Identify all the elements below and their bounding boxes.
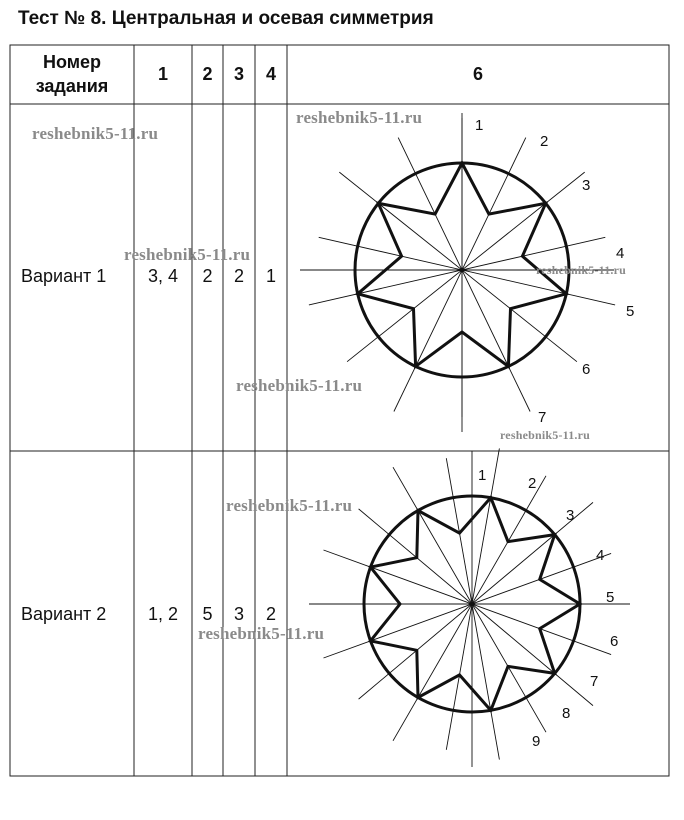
figure-2-center bbox=[470, 602, 474, 606]
watermark: reshebnik5-11.ru bbox=[32, 124, 159, 143]
header-col-6: 6 bbox=[472, 64, 483, 84]
symmetry-axis bbox=[324, 553, 615, 658]
row1-variant-label: Вариант 1 bbox=[21, 266, 107, 286]
axis-number-label: 5 bbox=[606, 589, 615, 606]
symmetry-axis bbox=[446, 458, 499, 759]
axis-number-label: 1 bbox=[478, 467, 487, 484]
axis-number-label: 6 bbox=[610, 633, 619, 650]
row1-answer-1: 3, 4 bbox=[147, 266, 179, 286]
header-col-1: 1 bbox=[157, 64, 168, 84]
header-col-2: 2 bbox=[202, 64, 213, 84]
axis-number-label: 4 bbox=[616, 245, 625, 262]
axis-number-label: 5 bbox=[626, 303, 635, 320]
symmetry-axis bbox=[393, 476, 546, 741]
page-title: Тест № 8. Центральная и осевая симметрия bbox=[18, 8, 434, 29]
axis-number-label: 7 bbox=[538, 409, 547, 426]
symmetry-axis bbox=[393, 467, 546, 732]
row2-variant-label: Вариант 2 bbox=[21, 604, 107, 624]
row1-answer-4: 1 bbox=[265, 266, 276, 286]
axis-number-label: 9 bbox=[532, 733, 541, 750]
row1-answer-3: 2 bbox=[233, 266, 244, 286]
header-col-3: 3 bbox=[233, 64, 244, 84]
watermark: reshebnik5-11.ru bbox=[198, 624, 325, 643]
watermark: reshebnik5-11.ru bbox=[236, 376, 363, 395]
watermark: reshebnik5-11.ru bbox=[500, 428, 590, 442]
row2-answer-4: 2 bbox=[265, 604, 276, 624]
axis-number-label: 3 bbox=[566, 507, 575, 524]
axis-number-label: 4 bbox=[596, 547, 605, 564]
header-task-number-line2: задания bbox=[35, 76, 109, 96]
row2-answer-1: 1, 2 bbox=[147, 604, 179, 624]
header-col-4: 4 bbox=[265, 64, 276, 84]
row2-answer-3: 3 bbox=[233, 604, 244, 624]
watermark: reshebnik5-11.ru bbox=[124, 245, 251, 264]
axis-number-label: 2 bbox=[528, 475, 537, 492]
axis-number-label: 6 bbox=[582, 361, 591, 378]
axis-number-label: 8 bbox=[562, 705, 571, 722]
symmetry-axis bbox=[324, 550, 615, 655]
watermark: reshebnik5-11.ru bbox=[536, 263, 626, 277]
symmetry-axis bbox=[446, 448, 499, 749]
watermark: reshebnik5-11.ru bbox=[226, 496, 353, 515]
header-task-number-line1: Номер bbox=[42, 52, 102, 72]
axis-number-label: 2 bbox=[540, 133, 549, 150]
row1-answer-2: 2 bbox=[202, 266, 213, 286]
row2-answer-2: 5 bbox=[202, 604, 213, 624]
axis-number-label: 7 bbox=[590, 673, 599, 690]
axis-number-label: 3 bbox=[582, 177, 591, 194]
axis-number-label: 1 bbox=[475, 117, 484, 134]
watermark: reshebnik5-11.ru bbox=[296, 108, 423, 127]
